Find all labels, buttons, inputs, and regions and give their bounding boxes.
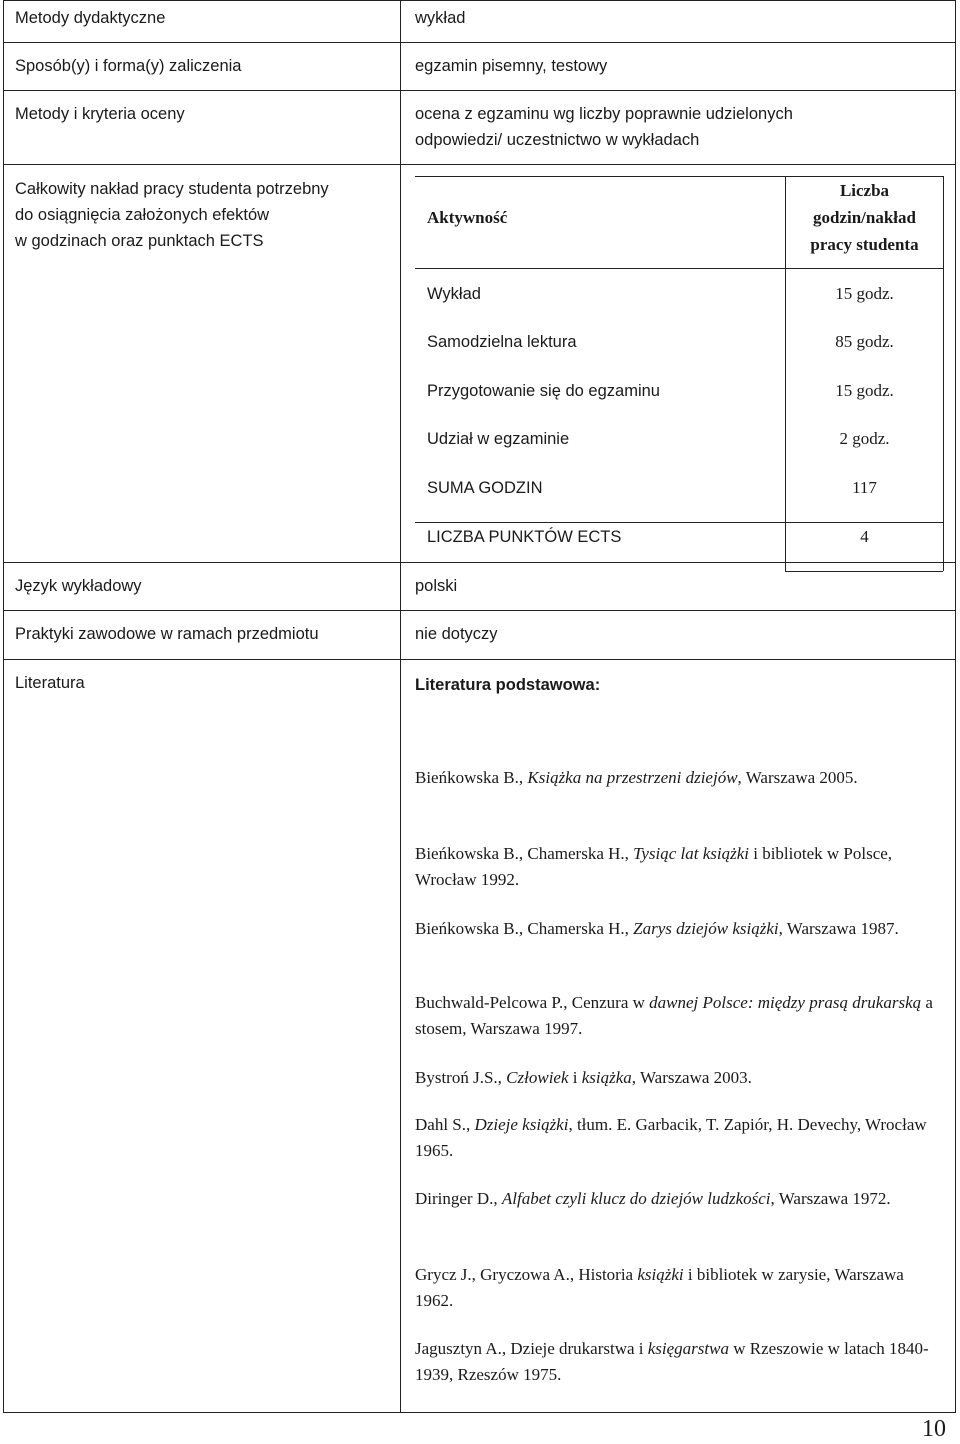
workload-hours: 15 godz.: [835, 381, 894, 400]
value-praktyki: nie dotyczy: [415, 625, 498, 643]
label-naklad-line1: Całkowity nakład pracy studenta potrzebny: [15, 180, 329, 198]
row-divider: [3, 659, 956, 660]
workload-activity: Przygotowanie się do egzaminu: [427, 382, 660, 400]
literatura-heading: Literatura podstawowa:: [415, 676, 601, 694]
workload-hours: 15 godz.: [835, 284, 894, 303]
value-kryteria-line2: odpowiedzi/ uczestnictwo w wykładach: [415, 131, 700, 149]
column-divider: [400, 0, 401, 1413]
label-naklad-line3: w godzinach oraz punktach ECTS: [15, 232, 264, 250]
label-metody-dydaktyczne: Metody dydaktyczne: [15, 9, 166, 27]
workload-activity: Udział w egzaminie: [427, 430, 570, 448]
reference-item: Diringer D., Alfabet czyli klucz do dziejów ludzkości, Warszawa 1972.: [415, 1189, 891, 1208]
value-metody-dydaktyczne: wykład: [415, 9, 466, 27]
workload-header-hours-line1: Liczba: [839, 181, 890, 200]
workload-header-activity: Aktywność: [427, 208, 508, 227]
label-jezyk: Język wykładowy: [15, 577, 142, 595]
label-naklad-line2: do osiągnięcia założonych efektów: [15, 206, 270, 224]
label-sposob-zaliczenia: Sposób(y) i forma(y) zaliczenia: [15, 57, 242, 75]
workload-ects-label: LICZBA PUNKTÓW ECTS: [427, 528, 622, 546]
workload-table-top: [415, 176, 943, 177]
reference-item: Buchwald-Pelcowa P., Cenzura w dawnej Polsce: między prasą drukarską a stosem, Warszawa 1997.: [415, 993, 933, 1038]
label-praktyki: Praktyki zawodowe w ramach przedmiotu: [15, 625, 319, 643]
workload-table-bottom: [785, 571, 943, 572]
row-divider: [3, 42, 956, 43]
workload-sum-label: SUMA GODZIN: [427, 479, 543, 497]
row-divider: [3, 90, 956, 91]
value-kryteria-line1: ocena z egzaminu wg liczby poprawnie udzielonych: [415, 105, 793, 123]
reference-item: Bieńkowska B., Chamerska H., Zarys dziejów książki, Warszawa 1987.: [415, 919, 899, 938]
label-literatura: Literatura: [15, 674, 85, 692]
workload-activity: Samodzielna lektura: [427, 333, 577, 351]
reference-item: Bieńkowska B., Chamerska H., Tysiąc lat książki i bibliotek w Polsce, Wrocław 1992.: [415, 844, 893, 889]
workload-activity: Wykład: [427, 285, 481, 303]
value-jezyk: polski: [415, 577, 458, 595]
workload-header-hours-line2: godzin/nakład: [813, 208, 916, 227]
workload-hours: 2 godz.: [839, 429, 890, 448]
row-divider: [3, 562, 956, 563]
reference-item: Jagusztyn A., Dzieje drukarstwa i księgarstwa w Rzeszowie w latach 1840-1939, Rzeszów 1975.: [415, 1339, 929, 1384]
workload-header-divider: [415, 268, 943, 269]
reference-item: Bystroń J.S., Człowiek i książka, Warszawa 2003.: [415, 1068, 752, 1087]
reference-item: Bieńkowska B., Książka na przestrzeni dziejów, Warszawa 2005.: [415, 768, 858, 787]
row-divider: [3, 610, 956, 611]
workload-sum-value: 117: [852, 478, 877, 497]
workload-table-right: [943, 176, 944, 571]
workload-sum-divider: [415, 522, 943, 523]
reference-item: Grycz J., Gryczowa A., Historia książki i bibliotek w zarysie, Warszawa 1962.: [415, 1265, 904, 1310]
workload-ects-value: 4: [860, 527, 869, 546]
value-sposob-zaliczenia: egzamin pisemny, testowy: [415, 57, 608, 75]
workload-hours: 85 godz.: [835, 332, 894, 351]
reference-item: Dahl S., Dzieje książki, tłum. E. Garbacik, T. Zapiór, H. Devechy, Wrocław 1965.: [415, 1115, 927, 1160]
workload-header-hours-line3: pracy studenta: [810, 235, 919, 254]
row-divider: [3, 164, 956, 165]
page-number: 10: [922, 1416, 946, 1442]
label-kryteria-oceny: Metody i kryteria oceny: [15, 105, 185, 123]
